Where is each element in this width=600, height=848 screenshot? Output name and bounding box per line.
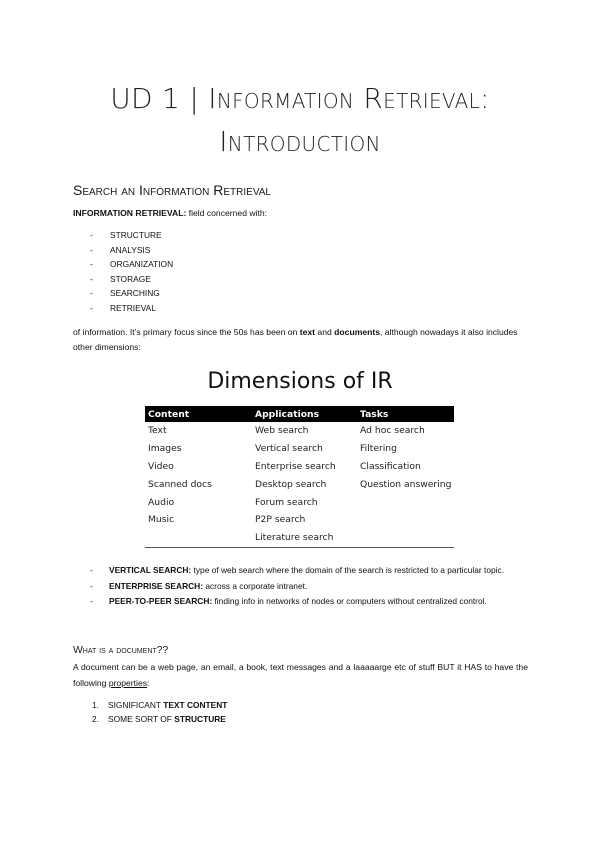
list-item xyxy=(90,595,530,608)
document-properties-list xyxy=(92,699,227,727)
dash-marker: - xyxy=(90,273,93,284)
paragraph-bold-documents: documents xyxy=(334,327,381,337)
table-cell: Enterprise search xyxy=(255,460,336,472)
table-cell: P2P search xyxy=(255,514,306,526)
table-cell xyxy=(357,511,454,529)
header-content: Content xyxy=(145,406,252,422)
header-tasks: Tasks xyxy=(357,406,454,422)
list-number: 2. xyxy=(92,714,99,724)
paragraph-text: A document can be a web page, an email, a book, text messages and a laaaaarge etc of stuff BUT it HAS to have the following xyxy=(73,662,528,688)
table-cell: Ad hoc search xyxy=(360,425,425,437)
table-cell: Text xyxy=(148,425,167,437)
table-cell: Audio xyxy=(148,496,175,508)
list-item-text: STRUCTURE xyxy=(110,230,162,240)
dash-marker: - xyxy=(90,565,93,575)
table-cell: Images xyxy=(148,443,182,455)
list-item xyxy=(90,564,530,577)
ir-concerns-list xyxy=(90,229,173,317)
table-cell xyxy=(357,529,454,547)
table-row xyxy=(145,529,454,547)
ir-definition-text: field concerned with: xyxy=(186,208,268,218)
bullet-text: across a corporate intranet. xyxy=(203,580,308,591)
page-title-line-1: UD 1 | Information Retrieval: xyxy=(110,82,490,115)
list-item xyxy=(90,302,173,317)
list-item-text: SIGNIFICANT xyxy=(108,700,164,710)
list-item-text: RETRIEVAL xyxy=(110,302,156,313)
list-number: 1. xyxy=(92,700,99,710)
list-item-text: STORAGE xyxy=(110,273,151,284)
paragraph-text: of information. It’s primary focus since the 50s has been on xyxy=(73,327,300,337)
list-item xyxy=(90,273,173,288)
dash-marker: - xyxy=(90,230,93,240)
list-item-text: ORGANIZATION xyxy=(110,259,174,270)
table-row xyxy=(145,475,454,493)
table-cell: Vertical search xyxy=(255,443,323,455)
ir-focus-paragraph xyxy=(73,325,533,355)
ir-definition-term: INFORMATION RETRIEVAL: xyxy=(73,208,187,218)
table-cell: Music xyxy=(148,514,175,526)
section-heading-document xyxy=(73,645,168,656)
list-item-text: ANALYSIS xyxy=(110,244,151,255)
table-cell: Classification xyxy=(360,460,421,472)
table-row xyxy=(145,511,454,529)
dash-marker: - xyxy=(90,288,93,299)
table-cell: Question answering xyxy=(360,478,452,490)
table-row xyxy=(145,493,454,511)
dash-marker: - xyxy=(90,596,93,606)
list-item xyxy=(90,580,530,593)
table-cell: Scanned docs xyxy=(148,478,212,490)
table-cell: Literature search xyxy=(252,529,357,547)
list-item xyxy=(92,713,227,727)
table-cell xyxy=(357,493,454,511)
table-cell xyxy=(145,529,252,547)
table-row xyxy=(145,440,454,458)
list-item xyxy=(92,699,227,713)
bullet-term: PEER-TO-PEER SEARCH: xyxy=(109,596,213,606)
bullet-term: ENTERPRISE SEARCH: xyxy=(109,580,203,591)
paragraph-text: : xyxy=(147,677,150,688)
table-cell: Forum search xyxy=(255,496,318,508)
table-cell: Video xyxy=(148,460,174,472)
section-heading-ir: Search an Information Retrieval xyxy=(73,182,271,198)
document-paragraph xyxy=(73,660,528,691)
table-row xyxy=(145,458,454,476)
table-cell: Desktop search xyxy=(255,478,327,490)
header-applications: Applications xyxy=(252,406,357,422)
list-item-bold: TEXT CONTENT xyxy=(163,700,228,710)
table-row xyxy=(145,422,454,440)
heading-text: What is a document xyxy=(73,645,157,656)
bullet-text: finding info in networks of nodes or computers without centralized control. xyxy=(212,596,487,606)
bullet-text: type of web search where the domain of the search is restricted to a particular topic. xyxy=(191,565,505,575)
bullet-term: VERTICAL SEARCH: xyxy=(109,565,192,575)
search-types-list xyxy=(90,564,530,611)
dash-marker: - xyxy=(90,580,93,591)
paragraph-bold-text: text xyxy=(299,327,316,337)
list-item xyxy=(90,258,173,273)
paragraph-text: , although nowadays it also includes other dimensions: xyxy=(73,327,518,352)
paragraph-underlined-text: properties xyxy=(108,677,148,688)
heading-suffix: ?? xyxy=(156,645,169,656)
list-item-text: SEARCHING xyxy=(110,288,160,299)
paragraph-text: and xyxy=(315,327,335,337)
list-item-bold: STRUCTURE xyxy=(174,714,226,724)
table-cell: Web search xyxy=(255,425,309,437)
figure-title: Dimensions of IR xyxy=(207,369,393,394)
dash-marker: - xyxy=(90,244,93,255)
dash-marker: - xyxy=(90,302,93,313)
table-header-row xyxy=(145,406,454,422)
list-item xyxy=(90,229,173,244)
list-item xyxy=(90,287,173,302)
list-item-text: SOME SORT OF xyxy=(108,714,175,724)
dimensions-table xyxy=(145,406,454,548)
table-cell: Filtering xyxy=(360,443,397,455)
page-title-line-2: Introduction xyxy=(219,125,381,158)
dash-marker: - xyxy=(90,259,93,270)
list-item xyxy=(90,244,173,259)
ir-definition xyxy=(73,207,267,219)
